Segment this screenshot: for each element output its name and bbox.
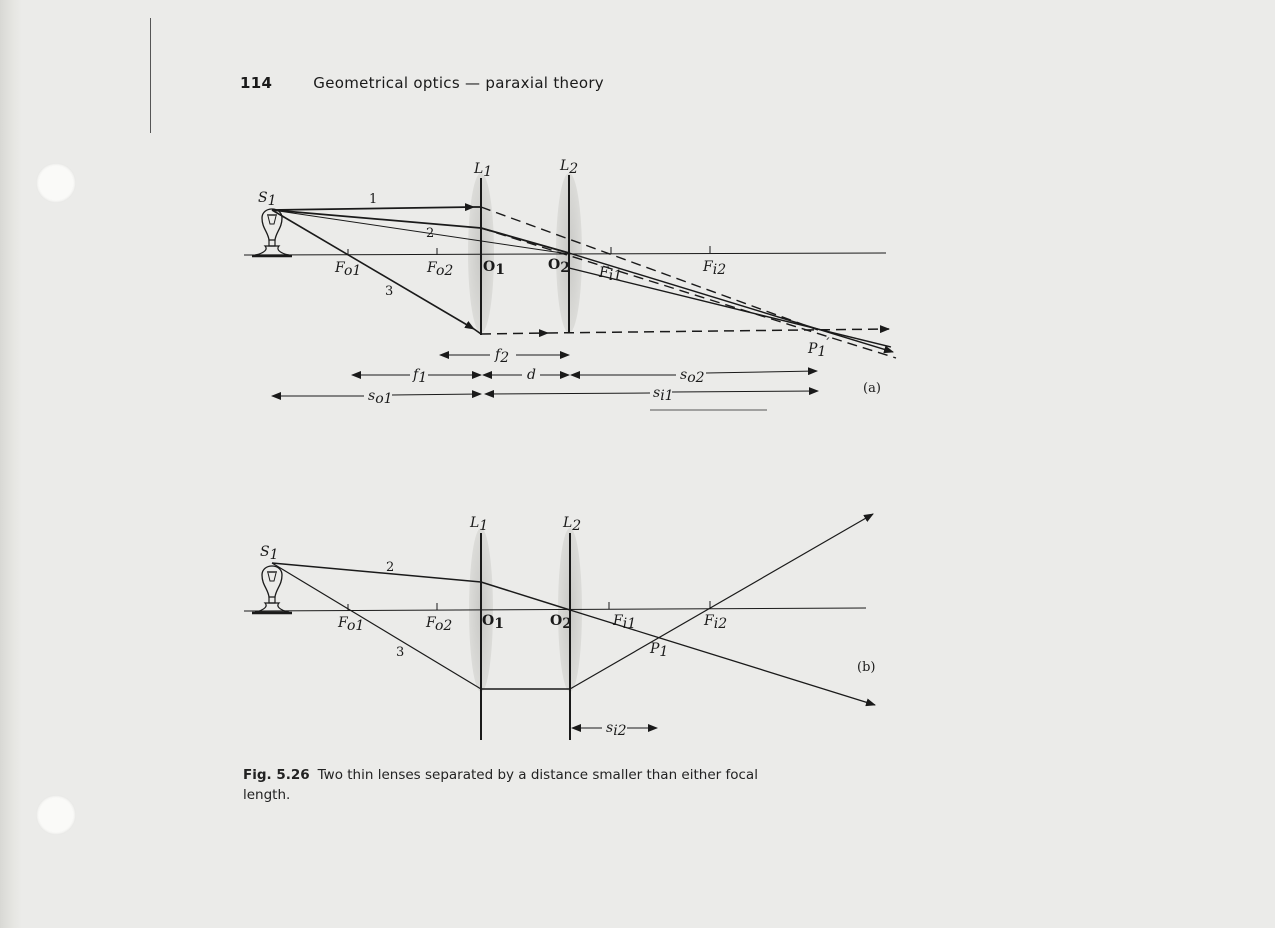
- panel-b: [244, 514, 875, 740]
- label-ray3-b: 3: [396, 645, 405, 660]
- panel-a: [244, 158, 896, 410]
- label-fi2-a: Fi2: [703, 259, 727, 278]
- ray-center: [272, 210, 569, 254]
- label-p1-b: P1: [650, 641, 669, 660]
- page-number: 114: [240, 74, 273, 92]
- label-ray1: 1: [369, 192, 378, 207]
- label-l1-a: L1: [474, 161, 493, 180]
- panel-label-a: (a): [863, 381, 881, 396]
- label-l2-b: L2: [563, 515, 582, 534]
- label-fi2-b: Fi2: [704, 613, 728, 632]
- label-ray3-a: 3: [385, 284, 394, 299]
- label-o1-b: O1: [482, 613, 504, 632]
- label-dim-so2: so2: [680, 367, 705, 386]
- label-o1-a: O1: [483, 259, 505, 278]
- label-fo2-b: Fo2: [426, 615, 453, 634]
- label-fo1-a: Fo1: [335, 260, 362, 279]
- label-dim-f2: f2: [495, 347, 510, 366]
- label-fi1-a: Fi1: [599, 265, 623, 284]
- label-dim-si1: si1: [653, 385, 674, 404]
- label-o2-a: O2: [548, 257, 570, 276]
- label-fo1-b: Fo1: [338, 615, 365, 634]
- label-s1-a: S1: [258, 190, 277, 209]
- lamp-icon: [252, 566, 292, 613]
- label-l2-a: L2: [560, 158, 579, 177]
- figure-caption: [243, 765, 763, 805]
- label-ray2-a: 2: [426, 226, 435, 241]
- label-l1-b: L1: [470, 515, 489, 534]
- label-ray2-b: 2: [386, 560, 395, 575]
- label-dim-f1: f1: [413, 367, 428, 386]
- lamp-icon: [252, 209, 292, 256]
- caption-text: Two thin lenses separated by a distance smaller than either focal length.: [243, 767, 758, 803]
- caption-number: Fig. 5.26: [243, 767, 310, 783]
- ray-2-b: [272, 563, 481, 582]
- optical-axis-b: [244, 608, 866, 611]
- label-dim-so1: so1: [368, 388, 393, 407]
- ray-1: [272, 207, 474, 210]
- label-dim-si2: si2: [606, 720, 627, 739]
- label-p1prime: P1′: [808, 336, 830, 360]
- label-dim-d: d: [527, 367, 536, 383]
- label-fo2-a: Fo2: [427, 260, 454, 279]
- ray-1-dashed: [481, 207, 818, 330]
- label-o2-b: O2: [550, 613, 572, 632]
- label-s1-b: S1: [260, 544, 279, 563]
- label-fi1-b: Fi1: [613, 613, 637, 632]
- panel-label-b: (b): [857, 660, 876, 675]
- running-title: Geometrical optics — paraxial theory: [313, 74, 604, 92]
